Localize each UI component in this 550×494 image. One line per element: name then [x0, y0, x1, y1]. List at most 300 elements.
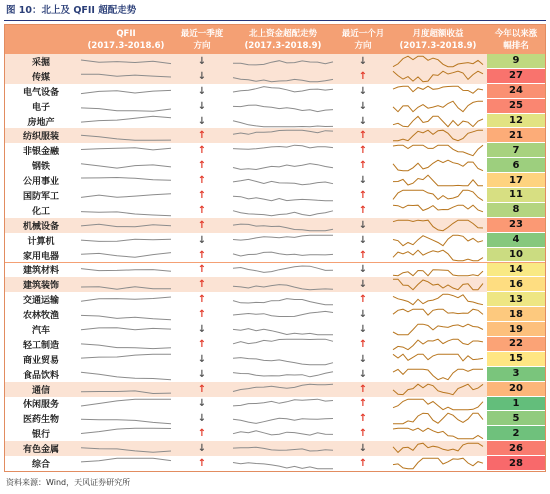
industry-name: 化工 [31, 206, 50, 217]
table-row [5, 248, 545, 263]
excess-return-cell [389, 143, 487, 158]
table-row [5, 99, 545, 114]
northbound-trend-sparkline-line [233, 120, 333, 126]
qfii-trend-sparkline-line [81, 212, 171, 216]
ytd-rank-value: 7 [487, 143, 545, 158]
northbound-trend-sparkline [229, 307, 337, 322]
northbound-trend-sparkline [229, 322, 337, 337]
northbound-direction-arrow: ↓ [358, 100, 368, 112]
qfii-trend-sparkline [77, 397, 175, 412]
excess-return-sparkline [389, 382, 487, 397]
excess-return-sparkline [389, 188, 487, 203]
industry-name: 建筑材料 [22, 266, 59, 277]
northbound-direction-arrow: ↑ [358, 204, 368, 216]
qfii-trend-sparkline [77, 352, 175, 367]
qfii-direction-arrow: ↑ [197, 219, 207, 231]
northbound-trend-cell [229, 99, 337, 114]
northbound-trend-sparkline-line [233, 312, 333, 317]
table-body [5, 54, 545, 471]
northbound-direction-arrow: ↓ [358, 324, 368, 335]
excess-return-cell [389, 397, 487, 412]
excess-return-sparkline-line [393, 309, 483, 315]
excess-return-sparkline-line [393, 205, 483, 212]
table-row [5, 367, 545, 382]
header-northbound-period: (2017.3-2018.9) [244, 40, 322, 51]
excess-return-cell [389, 158, 487, 173]
excess-return-sparkline-line [393, 354, 483, 361]
industry-name: 轻工制造 [22, 340, 59, 351]
industry-name: 汽车 [31, 326, 50, 336]
northbound-trend-sparkline-line [233, 164, 333, 170]
qfii-trend-sparkline [77, 367, 175, 382]
northbound-trend-cell [229, 84, 337, 99]
qfii-trend-cell [77, 263, 175, 278]
northbound-trend-sparkline [229, 218, 337, 233]
qfii-trend-cell [77, 233, 175, 248]
excess-return-sparkline-line [393, 443, 483, 452]
qfii-trend-sparkline [77, 203, 175, 218]
northbound-direction-arrow: ↑ [358, 189, 368, 201]
northbound-direction-arrow: ↑ [358, 338, 368, 350]
qfii-trend-sparkline [77, 441, 175, 456]
qfii-trend-cell [77, 188, 175, 203]
excess-return-sparkline [389, 397, 487, 412]
header-industry [5, 25, 77, 54]
qfii-direction-arrow: ↓ [197, 100, 207, 112]
qfii-trend-sparkline-line [81, 344, 171, 349]
industry-name: 钢铁 [31, 162, 50, 173]
northbound-trend-sparkline [229, 233, 337, 248]
qfii-trend-sparkline [77, 233, 175, 248]
table-row [5, 426, 545, 441]
northbound-direction-arrow: ↓ [358, 443, 368, 455]
figure-title: 图 10：北上及 QFII 超配走势 [6, 5, 137, 16]
northbound-trend-cell [229, 248, 337, 263]
excess-return-cell [389, 337, 487, 352]
qfii-trend-sparkline [77, 456, 175, 471]
northbound-direction-arrow: ↓ [358, 175, 368, 187]
excess-return-sparkline [389, 456, 487, 471]
northbound-trend-cell [229, 337, 337, 352]
excess-return-cell [389, 218, 487, 233]
industry-name: 采掘 [31, 57, 50, 68]
qfii-trend-sparkline-line [81, 239, 171, 241]
qfii-direction-arrow: ↑ [197, 175, 207, 187]
qfii-trend-cell [77, 382, 175, 397]
northbound-direction-arrow: ↓ [358, 115, 368, 127]
northbound-trend-cell [229, 411, 337, 426]
qfii-trend-cell [77, 307, 175, 322]
industry-name: 电气设备 [22, 87, 59, 98]
northbound-trend-sparkline-line [233, 399, 333, 406]
header-excess-return-title: 月度超额收益 [412, 28, 464, 39]
excess-return-cell [389, 128, 487, 143]
excess-return-sparkline-line [393, 220, 483, 230]
excess-return-sparkline-line [393, 101, 483, 111]
excess-return-sparkline-line [393, 131, 483, 141]
northbound-trend-sparkline-line [233, 299, 333, 305]
northbound-direction-arrow: ↑ [358, 294, 368, 306]
qfii-direction-arrow: ↓ [197, 324, 207, 335]
ytd-rank-value: 11 [487, 188, 545, 203]
northbound-trend-cell [229, 203, 337, 218]
northbound-trend-sparkline [229, 277, 337, 292]
qfii-trend-sparkline-line [81, 429, 171, 434]
northbound-trend-sparkline-line [233, 265, 333, 271]
qfii-trend-sparkline [77, 143, 175, 158]
industry-name: 家用电器 [22, 251, 59, 262]
northbound-trend-sparkline [229, 426, 337, 441]
table-row [5, 277, 545, 292]
northbound-direction-arrow: ↓ [358, 368, 368, 380]
overweight-trend-table [4, 24, 546, 472]
ytd-rank-value: 27 [487, 69, 545, 84]
northbound-trend-sparkline-line [233, 105, 333, 111]
industry-name: 医药生物 [22, 415, 59, 426]
industry-name: 房地产 [27, 117, 55, 128]
northbound-trend-sparkline-line [233, 146, 333, 150]
northbound-trend-sparkline [229, 397, 337, 412]
qfii-trend-sparkline [77, 188, 175, 203]
excess-return-cell [389, 248, 487, 263]
northbound-trend-cell [229, 307, 337, 322]
northbound-trend-cell [229, 382, 337, 397]
excess-return-sparkline [389, 426, 487, 441]
industry-name: 建筑装饰 [22, 281, 59, 292]
northbound-direction-arrow: ↓ [358, 234, 368, 246]
qfii-trend-cell [77, 158, 175, 173]
header-qfii-direction-l1: 最近一季度 [180, 28, 224, 39]
northbound-trend-sparkline-line [233, 224, 333, 231]
ytd-rank-value: 18 [487, 307, 545, 322]
northbound-direction-arrow: ↑ [358, 130, 368, 142]
qfii-trend-sparkline-line [81, 252, 171, 257]
ytd-rank-value: 14 [487, 263, 545, 278]
northbound-direction-arrow: ↓ [358, 264, 368, 276]
northbound-trend-sparkline [229, 441, 337, 456]
excess-return-cell [389, 441, 487, 456]
excess-return-sparkline [389, 173, 487, 188]
ytd-rank-value: 4 [487, 233, 545, 248]
qfii-trend-sparkline [77, 218, 175, 233]
excess-return-cell [389, 263, 487, 278]
northbound-trend-sparkline [229, 158, 337, 173]
excess-return-sparkline [389, 99, 487, 114]
ytd-rank-value: 12 [487, 114, 545, 129]
ytd-rank-value: 5 [487, 411, 545, 426]
ytd-rank-value: 26 [487, 441, 545, 456]
excess-return-cell [389, 426, 487, 441]
northbound-trend-sparkline [229, 188, 337, 203]
northbound-trend-sparkline [229, 352, 337, 367]
excess-return-sparkline-line [393, 235, 483, 245]
excess-return-sparkline-line [393, 429, 483, 439]
table-row [5, 233, 545, 248]
qfii-direction-arrow: ↑ [197, 145, 207, 157]
qfii-trend-cell [77, 114, 175, 129]
qfii-trend-cell [77, 337, 175, 352]
northbound-trend-sparkline [229, 173, 337, 188]
excess-return-sparkline-line [393, 175, 483, 185]
northbound-trend-sparkline [229, 143, 337, 158]
excess-return-cell [389, 411, 487, 426]
qfii-trend-sparkline [77, 277, 175, 292]
excess-return-sparkline [389, 322, 487, 337]
qfii-trend-cell [77, 411, 175, 426]
table-row [5, 292, 545, 307]
northbound-trend-sparkline-line [233, 86, 333, 91]
qfii-trend-sparkline-line [81, 391, 171, 394]
industry-name: 计算机 [27, 236, 55, 247]
qfii-direction-arrow: ↓ [197, 398, 207, 410]
ytd-rank-value: 21 [487, 128, 545, 143]
industry-name: 银行 [31, 430, 50, 441]
excess-return-cell [389, 84, 487, 99]
ytd-rank-value: 8 [487, 203, 545, 218]
northbound-direction-arrow: ↓ [358, 55, 368, 67]
excess-return-sparkline [389, 263, 487, 278]
northbound-direction-arrow: ↑ [358, 160, 368, 172]
qfii-direction-arrow: ↓ [197, 368, 207, 380]
qfii-trend-sparkline [77, 292, 175, 307]
ytd-rank-value: 2 [487, 426, 545, 441]
northbound-trend-sparkline [229, 84, 337, 99]
ytd-rank-value: 1 [487, 397, 545, 412]
header-qfii-title: QFII [116, 28, 136, 39]
excess-return-cell [389, 277, 487, 292]
northbound-trend-cell [229, 54, 337, 69]
northbound-trend-cell [229, 143, 337, 158]
excess-return-cell [389, 114, 487, 129]
table-row [5, 382, 545, 397]
excess-return-cell [389, 322, 487, 337]
northbound-trend-sparkline [229, 114, 337, 129]
qfii-trend-sparkline [77, 322, 175, 337]
qfii-trend-cell [77, 128, 175, 143]
qfii-trend-sparkline-line [81, 60, 171, 64]
excess-return-sparkline-line [393, 250, 483, 260]
excess-return-sparkline-line [393, 86, 483, 93]
qfii-trend-sparkline [77, 54, 175, 69]
qfii-trend-cell [77, 456, 175, 471]
table-row [5, 69, 545, 84]
northbound-trend-sparkline-line [233, 329, 333, 335]
excess-return-sparkline-line [393, 369, 483, 379]
northbound-direction-arrow: ↓ [358, 279, 368, 291]
excess-return-sparkline-line [393, 71, 483, 81]
qfii-trend-cell [77, 277, 175, 292]
excess-return-cell [389, 99, 487, 114]
excess-return-cell [389, 173, 487, 188]
industry-name: 机械设备 [22, 221, 59, 232]
qfii-trend-cell [77, 99, 175, 114]
northbound-direction-arrow: ↓ [358, 353, 368, 365]
table-row [5, 158, 545, 173]
qfii-trend-sparkline-line [81, 372, 171, 379]
header-qfii [77, 25, 175, 54]
qfii-trend-sparkline-line [81, 420, 171, 424]
ytd-rank-value: 6 [487, 158, 545, 173]
qfii-trend-sparkline-line [81, 316, 171, 320]
header-northbound [229, 25, 337, 54]
qfii-trend-sparkline-line [81, 90, 171, 93]
northbound-trend-cell [229, 397, 337, 412]
qfii-trend-cell [77, 292, 175, 307]
table-row [5, 456, 545, 471]
northbound-trend-sparkline-line [233, 180, 333, 185]
excess-return-sparkline [389, 337, 487, 352]
northbound-trend-cell [229, 173, 337, 188]
northbound-trend-sparkline-line [233, 463, 333, 469]
northbound-trend-sparkline-line [233, 235, 333, 240]
table-row [5, 114, 545, 129]
ytd-rank-value: 28 [487, 456, 545, 471]
excess-return-sparkline [389, 441, 487, 456]
ytd-rank-value: 22 [487, 337, 545, 352]
industry-name: 商业贸易 [22, 355, 59, 366]
northbound-trend-sparkline-line [233, 431, 333, 435]
qfii-trend-sparkline-line [81, 194, 171, 198]
qfii-direction-arrow: ↑ [197, 294, 207, 306]
excess-return-cell [389, 292, 487, 307]
qfii-trend-cell [77, 248, 175, 263]
header-northbound-direction-l2: 方向 [354, 40, 372, 51]
northbound-trend-cell [229, 218, 337, 233]
excess-return-cell [389, 188, 487, 203]
qfii-trend-sparkline-line [81, 297, 171, 301]
excess-return-sparkline-line [393, 414, 483, 424]
qfii-trend-sparkline-line [81, 116, 171, 122]
qfii-trend-sparkline-line [81, 136, 171, 141]
northbound-trend-sparkline-line [233, 196, 333, 200]
excess-return-sparkline [389, 307, 487, 322]
northbound-trend-cell [229, 322, 337, 337]
ytd-rank-value: 24 [487, 84, 545, 99]
northbound-trend-cell [229, 292, 337, 307]
table-row [5, 397, 545, 412]
northbound-trend-cell [229, 441, 337, 456]
qfii-trend-sparkline [77, 84, 175, 99]
qfii-direction-arrow: ↓ [197, 234, 207, 246]
qfii-direction-arrow: ↓ [197, 115, 207, 127]
header-ytd-rank [487, 25, 545, 54]
excess-return-sparkline [389, 233, 487, 248]
industry-name: 休闲服务 [22, 400, 59, 411]
header-ytd-rank-l1: 今年以来涨 [494, 28, 538, 39]
qfii-trend-sparkline [77, 307, 175, 322]
qfii-direction-arrow: ↑ [197, 264, 207, 276]
northbound-trend-sparkline-line [233, 252, 333, 256]
northbound-trend-sparkline-line [233, 61, 333, 65]
industry-name: 食品饮料 [22, 370, 59, 381]
table-row [5, 128, 545, 143]
qfii-trend-cell [77, 352, 175, 367]
qfii-trend-sparkline-line [81, 178, 171, 181]
excess-return-sparkline [389, 352, 487, 367]
qfii-direction-arrow: ↑ [197, 309, 207, 321]
qfii-trend-cell [77, 143, 175, 158]
excess-return-sparkline-line [393, 280, 483, 290]
qfii-trend-cell [77, 441, 175, 456]
excess-return-cell [389, 203, 487, 218]
excess-return-cell [389, 233, 487, 248]
excess-return-sparkline-line [393, 269, 483, 275]
table-row [5, 411, 545, 426]
table-row [5, 173, 545, 188]
ytd-rank-value: 25 [487, 99, 545, 114]
northbound-trend-cell [229, 263, 337, 278]
qfii-trend-sparkline-line [81, 328, 171, 330]
excess-return-cell [389, 307, 487, 322]
industry-name: 公用事业 [22, 177, 59, 188]
qfii-trend-sparkline-line [81, 74, 171, 77]
table-row [5, 188, 545, 203]
industry-name: 综合 [31, 460, 50, 471]
table-row [5, 54, 545, 69]
qfii-trend-sparkline-line [81, 108, 171, 111]
northbound-trend-cell [229, 114, 337, 129]
qfii-direction-arrow: ↑ [197, 160, 207, 172]
northbound-trend-sparkline-line [233, 371, 333, 376]
northbound-trend-sparkline [229, 69, 337, 84]
excess-return-sparkline-line [393, 324, 483, 334]
northbound-trend-cell [229, 456, 337, 471]
header-qfii-direction-l2: 方向 [193, 40, 211, 51]
table-row [5, 203, 545, 218]
ytd-rank-value: 10 [487, 248, 545, 263]
northbound-direction-arrow: ↓ [358, 85, 368, 97]
northbound-direction-arrow: ↑ [358, 145, 368, 157]
excess-return-cell [389, 69, 487, 84]
header-qfii-period: (2017.3-2018.6) [87, 40, 165, 51]
northbound-trend-sparkline-line [233, 339, 333, 344]
northbound-trend-sparkline-line [233, 131, 333, 135]
qfii-trend-sparkline-line [81, 448, 171, 453]
qfii-trend-sparkline [77, 263, 175, 278]
industry-name: 国防军工 [22, 191, 59, 202]
qfii-direction-arrow: ↓ [197, 55, 207, 67]
qfii-trend-cell [77, 426, 175, 441]
qfii-trend-cell [77, 218, 175, 233]
northbound-trend-cell [229, 69, 337, 84]
qfii-direction-arrow: ↑ [197, 204, 207, 216]
northbound-trend-sparkline-line [233, 357, 333, 364]
ytd-rank-value: 23 [487, 218, 545, 233]
qfii-direction-arrow: ↑ [197, 130, 207, 142]
northbound-trend-sparkline-line [233, 285, 333, 290]
qfii-direction-arrow: ↓ [197, 70, 207, 82]
qfii-trend-cell [77, 367, 175, 382]
header-excess-return-period: (2017.3-2018.9) [399, 40, 477, 51]
excess-return-sparkline [389, 114, 487, 129]
northbound-trend-sparkline [229, 248, 337, 263]
qfii-direction-arrow: ↑ [197, 458, 207, 470]
industry-name: 电子 [31, 102, 50, 113]
excess-return-sparkline-line [393, 458, 483, 468]
industry-name: 传媒 [31, 72, 50, 83]
industry-name: 交通运输 [22, 296, 59, 307]
excess-return-sparkline [389, 277, 487, 292]
qfii-trend-cell [77, 54, 175, 69]
excess-return-cell [389, 367, 487, 382]
qfii-trend-sparkline [77, 411, 175, 426]
northbound-direction-arrow: ↑ [358, 398, 368, 410]
northbound-direction-arrow: ↑ [358, 413, 368, 425]
table-row [5, 441, 545, 456]
northbound-trend-cell [229, 277, 337, 292]
excess-return-sparkline [389, 248, 487, 263]
excess-return-sparkline-line [393, 294, 483, 304]
